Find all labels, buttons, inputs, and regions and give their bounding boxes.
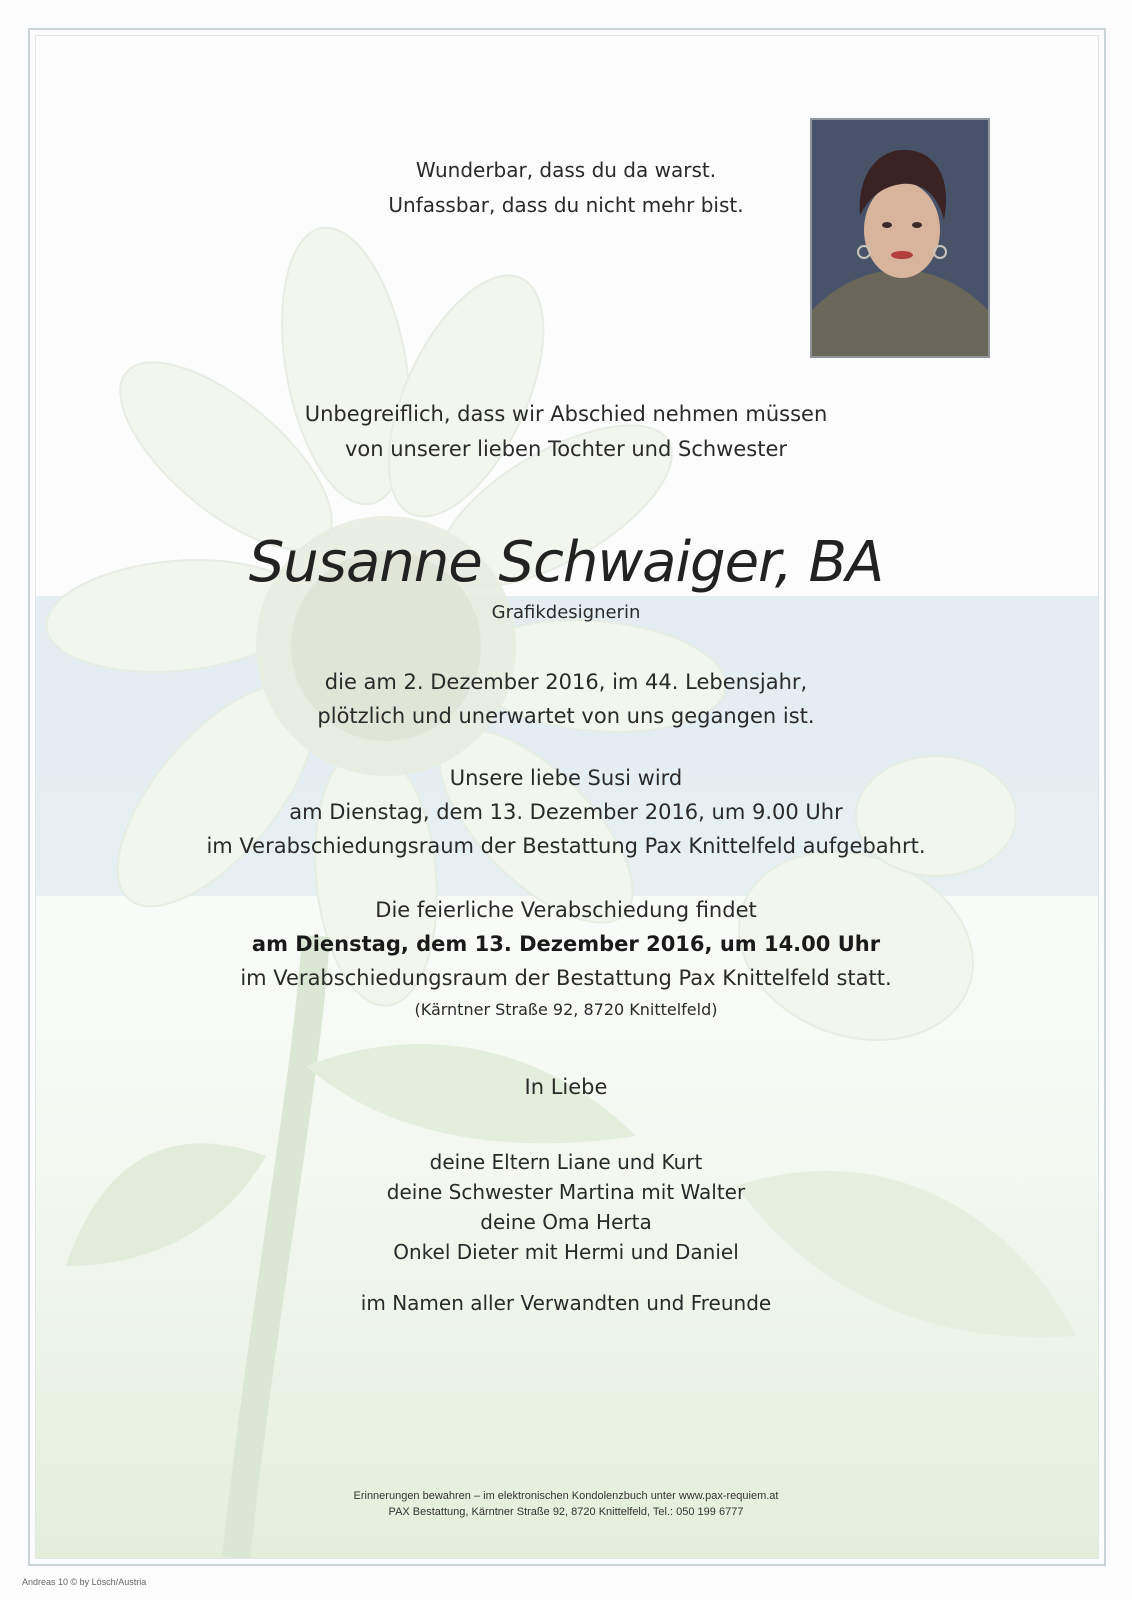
ceremony-address: (Kärntner Straße 92, 8720 Knittelfeld) bbox=[414, 1000, 718, 1019]
viewing-line-2: am Dienstag, dem 13. Dezember 2016, um 9.00 Uhr bbox=[289, 800, 843, 824]
mourner-line: deine Eltern Liane und Kurt bbox=[429, 1150, 703, 1174]
ceremony-line-1: Die feierliche Verabschiedung findet bbox=[375, 898, 757, 922]
intro-line-2: von unserer lieben Tochter und Schwester bbox=[344, 437, 788, 461]
intro-line-1: Unbegreiflich, dass wir Abschied nehmen müssen bbox=[304, 402, 828, 426]
relatives-line: im Namen aller Verwandten und Freunde bbox=[360, 1291, 772, 1315]
closing-text: In Liebe bbox=[524, 1075, 608, 1099]
viewing-line-3: im Verabschiedungsraum der Bestattung Pax Knittelfeld aufgebahrt. bbox=[206, 834, 926, 858]
copyright-note: Andreas 10 © by Lösch/Austria bbox=[22, 1577, 147, 1587]
portrait-icon bbox=[812, 120, 988, 356]
quote-line-2: Unfassbar, dass du nicht mehr bist. bbox=[388, 193, 744, 217]
ceremony-line-3: im Verabschiedungsraum der Bestattung Pax Knittelfeld statt. bbox=[240, 966, 892, 990]
footer-line-1: Erinnerungen bewahren – im elektronischen Kondolenzbuch unter www.pax-requiem.at bbox=[353, 1490, 779, 1502]
mourner-line: deine Oma Herta bbox=[480, 1210, 652, 1234]
mourner-line: deine Schwester Martina mit Walter bbox=[386, 1180, 746, 1204]
death-line-2: plötzlich und unerwartet von uns gegangen ist. bbox=[317, 704, 815, 728]
viewing-line-1: Unsere liebe Susi wird bbox=[449, 766, 683, 790]
death-line-1: die am 2. Dezember 2016, im 44. Lebensjahr, bbox=[324, 670, 808, 694]
quote-line-1: Wunderbar, dass du da warst. bbox=[415, 158, 717, 182]
footer-line-2: PAX Bestattung, Kärntner Straße 92, 8720 Knittelfeld, Tel.: 050 199 6777 bbox=[388, 1506, 744, 1518]
ceremony-line-2: am Dienstag, dem 13. Dezember 2016, um 14.00 Uhr bbox=[251, 932, 881, 956]
deceased-profession: Grafikdesignerin bbox=[491, 602, 641, 623]
mourner-line: Onkel Dieter mit Hermi und Daniel bbox=[393, 1240, 739, 1264]
portrait-photo bbox=[810, 118, 990, 358]
deceased-name: Susanne Schwaiger, BA bbox=[248, 530, 884, 595]
